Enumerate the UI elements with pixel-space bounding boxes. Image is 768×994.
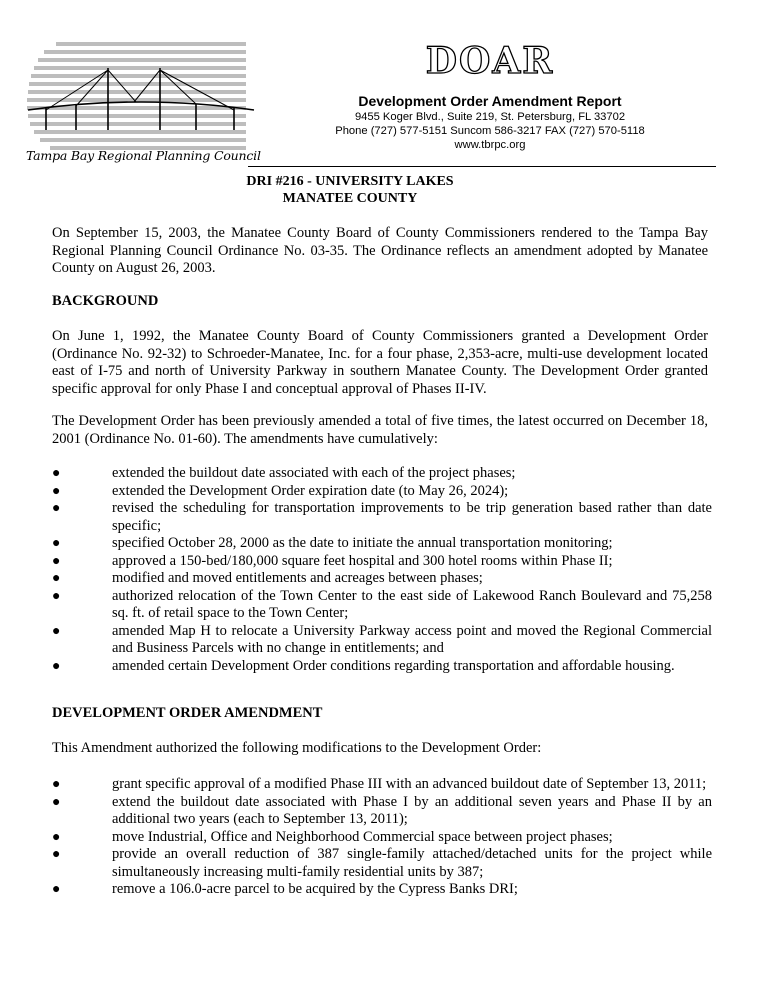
list-item: ● amended Map H to relocate a University Parkway access point and moved the Regional Commercial and Business Parcels with no change in entitlements; and bbox=[52, 622, 712, 656]
bullet-icon: ● bbox=[52, 553, 61, 569]
background-bullet-list bbox=[52, 465, 712, 675]
list-item: ● approved a 150-bed/180,000 square feet hospital and 300 hotel rooms within Phase II; bbox=[52, 552, 613, 569]
list-item: ● modified and moved entitlements and acreages between phases; bbox=[52, 570, 483, 586]
intro-paragraph: On September 15, 2003, the Manatee County Board of County Commissioners rendered to the Tampa Bay Regional Planning Council Ordinance No. 03-35. The Ordinance reflects an amendment adopted by Manatee County on August 26, 2003. bbox=[52, 225, 708, 276]
list-item: ● amended certain Development Order conditions regarding transportation and affordable housing. bbox=[52, 657, 675, 674]
list-item: ● grant specific approval of a modified Phase III with an advanced buildout date of September 13, 2011; bbox=[52, 776, 707, 792]
bullet-icon: ● bbox=[52, 794, 61, 810]
address-line: 9455 Koger Blvd., Suite 219, St. Petersburg, FL 33702 bbox=[354, 111, 626, 123]
report-series-title: DOAR bbox=[425, 40, 555, 82]
logo-stripes bbox=[27, 42, 246, 150]
dri-title-line1: DRI #216 - UNIVERSITY LAKES bbox=[246, 174, 454, 189]
background-paragraph-2: The Development Order has been previously amended a total of five times, the latest occurred on December 18, 2001 (Ordinance No. 01-60). The amendments have cumulatively: bbox=[52, 413, 708, 447]
list-item: ● extend the buildout date associated with Phase I by an additional seven years and Phase II by an additional two years (each to September 13, 2011); bbox=[52, 793, 712, 827]
list-item: ● revised the scheduling for transportation improvements to be trip generation based rather than date specific; bbox=[52, 500, 712, 534]
bullet-icon: ● bbox=[52, 571, 61, 586]
header-divider bbox=[248, 166, 716, 167]
background-paragraph-1: On June 1, 1992, the Manatee County Board of County Commissioners granted a Development Order (Ordinance No. 92-32) to Schroeder-Manatee, Inc. for a four phase, 2,353-acre, multi-use development located east of I-75 and north of University Parkway in southern Manatee County. The Development Order granted specific approval for only Phase I and conceptual approval of Phases II-IV. bbox=[52, 328, 708, 397]
list-item: ● move Industrial, Office and Neighborhood Commercial space between project phases; bbox=[52, 828, 613, 845]
background-heading: BACKGROUND bbox=[52, 293, 159, 309]
bullet-icon: ● bbox=[52, 466, 61, 481]
bullet-icon: ● bbox=[52, 658, 61, 674]
bullet-icon: ● bbox=[52, 588, 61, 604]
bullet-icon: ● bbox=[52, 501, 61, 516]
list-item: ● extended the buildout date associated with each of the project phases; bbox=[52, 465, 516, 481]
logo-caption: Tampa Bay Regional Planning Council bbox=[26, 148, 261, 163]
list-item: ● authorized relocation of the Town Center to the east side of Lakewood Ranch Boulevard and 75,258 sq. ft. of retail space to the Town Center; bbox=[52, 587, 712, 621]
dri-title bbox=[200, 173, 500, 207]
bullet-icon: ● bbox=[52, 623, 61, 639]
bullet-icon: ● bbox=[52, 829, 61, 845]
phone-line: Phone (727) 577-5151 Suncom 586-3217 FAX (727) 570-5118 bbox=[335, 125, 645, 137]
bullet-icon: ● bbox=[52, 536, 61, 551]
dri-title-line2: MANATEE COUNTY bbox=[282, 191, 418, 206]
list-item: ● specified October 28, 2000 as the date to initiate the annual transportation monitoring; bbox=[52, 535, 613, 551]
bullet-icon: ● bbox=[52, 483, 61, 499]
list-item: ● provide an overall reduction of 387 single-family attached/detached units for the project while simultaneously increasing multi-family residential units by 387; bbox=[52, 846, 712, 880]
amendment-heading: DEVELOPMENT ORDER AMENDMENT bbox=[52, 705, 323, 721]
amendment-bullet-list bbox=[52, 776, 712, 899]
report-title: Development Order Amendment Report bbox=[358, 93, 622, 109]
bullet-icon: ● bbox=[52, 777, 61, 792]
bullet-icon: ● bbox=[52, 882, 61, 897]
website-line: www.tbrpc.org bbox=[454, 139, 526, 151]
list-item: ● remove a 106.0-acre parcel to be acquired by the Cypress Banks DRI; bbox=[52, 881, 518, 897]
list-item: ● extended the Development Order expiration date (to May 26, 2024); bbox=[52, 482, 509, 499]
bullet-icon: ● bbox=[52, 847, 61, 862]
amendment-paragraph: This Amendment authorized the following modifications to the Development Order: bbox=[52, 740, 542, 756]
